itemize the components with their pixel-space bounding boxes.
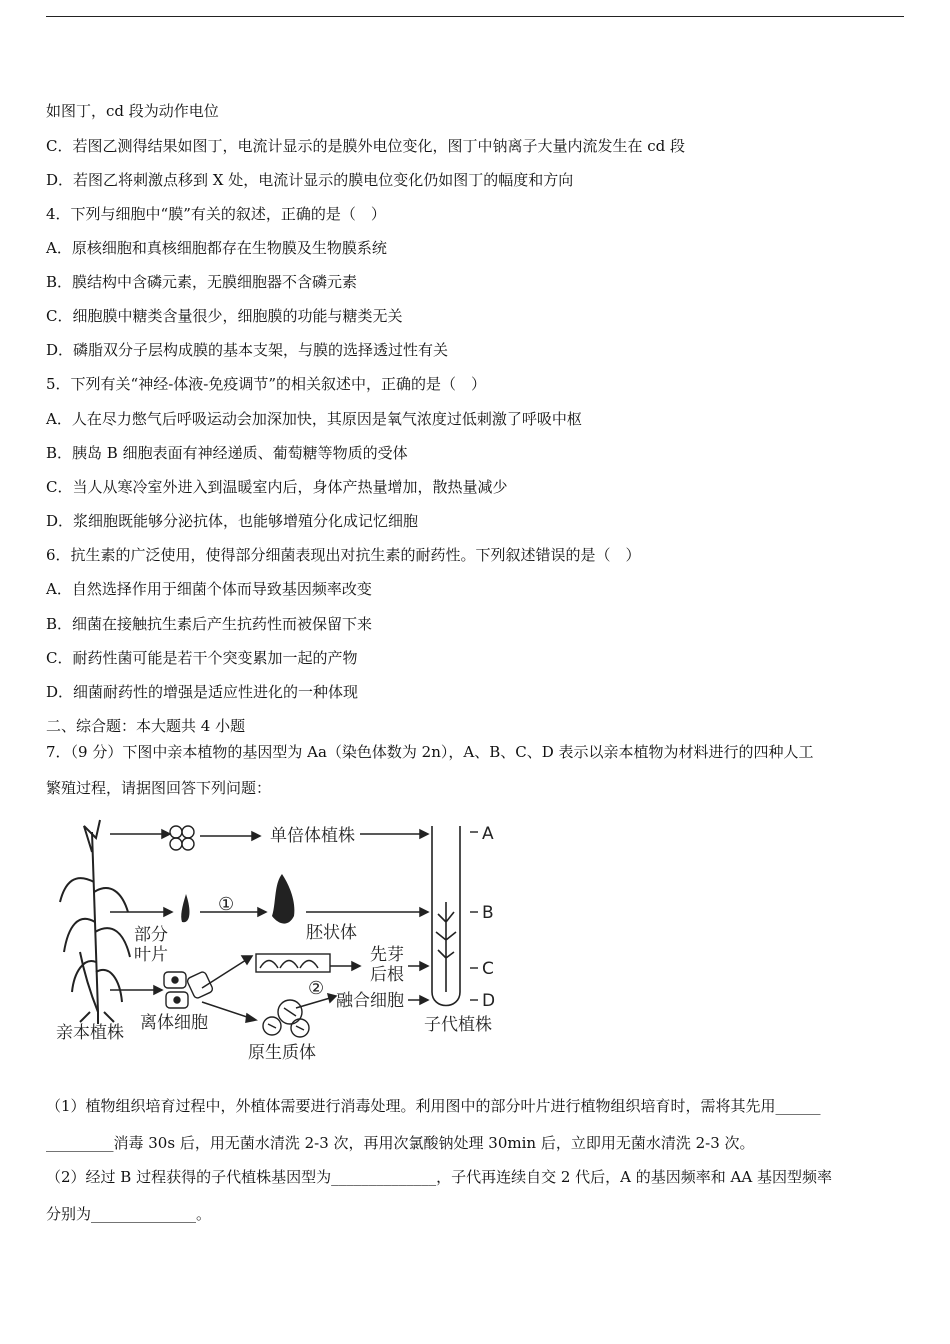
process-a-label: A	[482, 824, 494, 844]
propagation-diagram	[50, 812, 510, 1074]
option-d: D．细菌耐药性的增强是适应性进化的一种体现	[46, 683, 359, 701]
parent-plant-label: 亲本植株	[56, 1023, 124, 1043]
option-b: B．胰岛 B 细胞表面有神经递质、葡萄糖等物质的受体	[46, 444, 408, 462]
option-c: C．当人从寒冷室外进入到温暖室内后，身体产热量增加，散热量减少	[46, 478, 508, 496]
parent-plant-icon	[60, 820, 130, 1024]
step-2-marker: ②	[308, 978, 325, 999]
sub-question-1-cont: _________消毒 30s 后，用无菌水清洗 2-3 次，再用次氯酸钠处理 30min 后，立即用无菌水清洗 2-3 次。	[46, 1134, 755, 1152]
process-d-label: D	[482, 991, 496, 1011]
test-tube-icon	[432, 826, 460, 1006]
option-a: A．人在尽力憋气后呼吸运动会加深加快，其原因是氧气浓度过低刺激了呼吸中枢	[46, 410, 582, 428]
partial-leaf-label	[134, 925, 173, 965]
partial-leaf-line-2: 叶片	[134, 945, 168, 965]
sub-question-2-cont: 分别为______________。	[46, 1205, 212, 1223]
fused-cell-label: 融合细胞	[336, 991, 404, 1011]
isolated-cell-label: 离体细胞	[140, 1013, 208, 1033]
option-a: A．自然选择作用于细菌个体而导致基因频率改变	[46, 580, 372, 598]
sub-question-1: （1）植物组织培育过程中，外植体需要进行消毒处理。利用图中的部分叶片进行植物组织培育时，需将其先用______	[46, 1097, 821, 1115]
partial-leaf-line-1: 部分	[134, 925, 168, 945]
isolated-cells-icon	[164, 971, 214, 1008]
embryoid-label: 胚状体	[306, 923, 357, 943]
embryoid-icon	[272, 874, 294, 924]
explant-icon	[181, 894, 189, 922]
question-4: 4．下列与细胞中“膜”有关的叙述，正确的是（ ）	[46, 205, 386, 223]
option-a: A．原核细胞和真核细胞都存在生物膜及生物膜系统	[46, 239, 387, 257]
header-rule	[46, 16, 904, 17]
option-b: B．细菌在接触抗生素后产生抗药性而被保留下来	[46, 615, 373, 633]
question-7: 7．（9 分）下图中亲本植物的基因型为 Aa（染色体数为 2n），A、B、C、D 表示以亲本植物为材料进行的四种人工	[46, 743, 814, 761]
text-line: 如图丁，cd 段为动作电位	[46, 102, 219, 120]
step-1-marker: ①	[218, 894, 235, 915]
option-d: D．磷脂双分子层构成膜的基本支架，与膜的选择透过性有关	[46, 341, 449, 359]
protoplast-label: 原生质体	[248, 1043, 316, 1063]
shoot-root-label	[370, 945, 409, 985]
process-b-label: B	[482, 903, 494, 923]
question-5: 5．下列有关“神经-体液-免疫调节”的相关叙述中，正确的是（ ）	[46, 375, 487, 393]
section-heading: 二、综合题：本大题共 4 小题	[46, 717, 246, 735]
sub-question-2: （2）经过 B 过程获得的子代植株基因型为______________，子代再连续自交 2 代后，A 的基因频率和 AA 基因型频率	[46, 1168, 832, 1186]
offspring-label: 子代植株	[424, 1015, 492, 1035]
haploid-label: 单倍体植株	[270, 826, 355, 846]
option-d: D．若图乙将刺激点移到 X 处，电流计显示的膜电位变化仍如图丁的幅度和方向	[46, 171, 574, 189]
question-7-cont: 繁殖过程，请据图回答下列问题：	[46, 779, 272, 797]
process-c-label: C	[482, 959, 494, 979]
shoot-root-line-1: 先芽	[370, 945, 404, 965]
shoot-root-line-2: 后根	[370, 965, 404, 985]
option-c: C．耐药性菌可能是若干个突变累加一起的产物	[46, 649, 358, 667]
question-6: 6．抗生素的广泛使用，使得部分细菌表现出对抗生素的耐药性。下列叙述错误的是（ ）	[46, 546, 641, 564]
option-c: C．若图乙测得结果如图丁，电流计显示的是膜外电位变化，图丁中钠离子大量内流发生在 cd 段	[46, 137, 686, 155]
cell-cluster-icon	[170, 826, 194, 850]
culture-dish-icon	[256, 954, 330, 972]
option-c: C．细胞膜中糖类含量很少，细胞膜的功能与糖类无关	[46, 307, 403, 325]
option-d: D．浆细胞既能够分泌抗体，也能够增殖分化成记忆细胞	[46, 512, 419, 530]
option-b: B．膜结构中含磷元素，无膜细胞器不含磷元素	[46, 273, 358, 291]
